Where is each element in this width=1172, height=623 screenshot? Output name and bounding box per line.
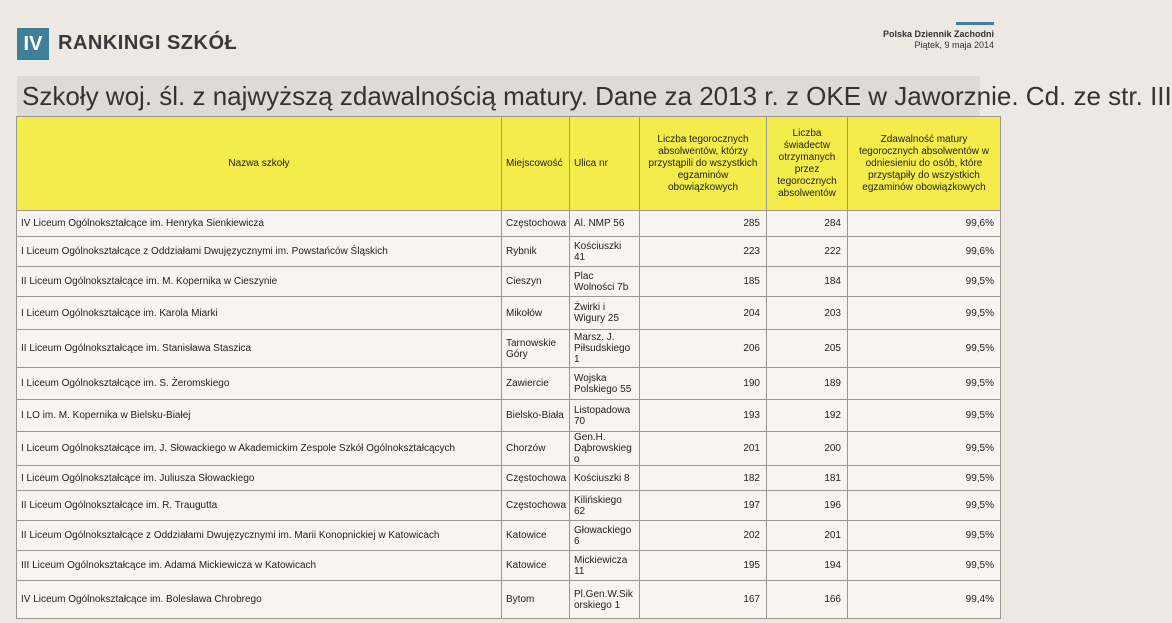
certificates-count-cell: 205 [767, 330, 848, 368]
publication-accent-bar [956, 22, 994, 25]
street-cell: Kościuszki 8 [570, 466, 640, 491]
certificates-count-cell: 166 [767, 581, 848, 619]
certificates-count-cell: 181 [767, 466, 848, 491]
certificates-count-cell: 194 [767, 551, 848, 581]
graduates-count-cell: 202 [640, 521, 767, 551]
city-cell: Mikołów [502, 297, 570, 330]
graduates-count-cell: 193 [640, 400, 767, 432]
city-cell: Tarnowskie Góry [502, 330, 570, 368]
city-cell: Katowice [502, 521, 570, 551]
column-header-pass-rate: Zdawalność matury tegorocznych absolwentów w odniesieniu do osób, które przystąpiły do wszystkich egzaminów obowiązkowych [848, 117, 1001, 211]
school-name-cell: I Liceum Ogólnokształcące im. Karola Miarki [17, 297, 502, 330]
page-header [0, 0, 1024, 75]
graduates-count-cell: 190 [640, 368, 767, 400]
street-cell: Pl.Gen.W.Sik orskiego 1 [570, 581, 640, 619]
street-cell: Głowackiego 6 [570, 521, 640, 551]
table-row [17, 237, 1001, 267]
graduates-count-cell: 204 [640, 297, 767, 330]
school-name-cell: I LO im. M. Kopernika w Bielsku-Białej [17, 400, 502, 432]
table-row [17, 297, 1001, 330]
table-row [17, 521, 1001, 551]
table-row [17, 368, 1001, 400]
pass-rate-cell: 99,5% [848, 432, 1001, 466]
graduates-count-cell: 182 [640, 466, 767, 491]
school-name-cell: IV Liceum Ogólnokształcące im. Bolesława Chrobrego [17, 581, 502, 619]
graduates-count-cell: 285 [640, 211, 767, 237]
column-header-city: Miejscowość [502, 117, 570, 211]
certificates-count-cell: 189 [767, 368, 848, 400]
school-name-cell: III Liceum Ogólnokształcące im. Adama Mickiewicza w Katowicach [17, 551, 502, 581]
street-cell: Al. NMP 56 [570, 211, 640, 237]
certificates-count-cell: 222 [767, 237, 848, 267]
pass-rate-cell: 99,5% [848, 466, 1001, 491]
certificates-count-cell: 200 [767, 432, 848, 466]
street-cell: Mickiewicza 11 [570, 551, 640, 581]
pass-rate-cell: 99,5% [848, 491, 1001, 521]
pass-rate-cell: 99,5% [848, 297, 1001, 330]
graduates-count-cell: 201 [640, 432, 767, 466]
pass-rate-cell: 99,5% [848, 400, 1001, 432]
publication-name: Polska Dziennik Zachodni [882, 29, 994, 39]
table-header-row [17, 117, 1001, 211]
city-cell: Częstochowa [502, 211, 570, 237]
city-cell: Rybnik [502, 237, 570, 267]
city-cell: Cieszyn [502, 267, 570, 297]
street-cell: Plac Wolności 7b [570, 267, 640, 297]
city-cell: Bytom [502, 581, 570, 619]
city-cell: Zawiercie [502, 368, 570, 400]
graduates-count-cell: 195 [640, 551, 767, 581]
table-row [17, 432, 1001, 466]
pass-rate-cell: 99,5% [848, 267, 1001, 297]
certificates-count-cell: 201 [767, 521, 848, 551]
pass-rate-cell: 99,6% [848, 211, 1001, 237]
graduates-count-cell: 197 [640, 491, 767, 521]
certificates-count-cell: 203 [767, 297, 848, 330]
school-name-cell: I Liceum Ogólnokształcące im. J. Słowackiego w Akademickim Zespole Szkół Ogólnokształcących [17, 432, 502, 466]
table-row [17, 330, 1001, 368]
table-row [17, 491, 1001, 521]
table-row [17, 400, 1001, 432]
graduates-count-cell: 185 [640, 267, 767, 297]
street-cell: Kilińskiego 62 [570, 491, 640, 521]
school-name-cell: II Liceum Ogólnokształcące im. R. Traugutta [17, 491, 502, 521]
school-name-cell: I Liceum Ogólnokształcące im. S. Żeromskiego [17, 368, 502, 400]
column-header-certificates-count: Liczba świadectw otrzymanych przez tegorocznych absolwentów [767, 117, 848, 211]
school-ranking-table [16, 116, 1001, 619]
certificates-count-cell: 284 [767, 211, 848, 237]
article-headline: Szkoły woj. śl. z najwyższą zdawalnością matury. Dane za 2013 r. z OKE w Jaworznie. Cd. ze str. III [17, 76, 980, 116]
school-name-cell: I Liceum Ogólnokształcące im. Juliusza Słowackiego [17, 466, 502, 491]
pass-rate-cell: 99,5% [848, 368, 1001, 400]
certificates-count-cell: 192 [767, 400, 848, 432]
section-number-badge: IV [17, 28, 49, 60]
school-name-cell: II Liceum Ogólnokształcące z Oddziałami Dwujęzycznymi im. Marii Konopnickiej w Katowicach [17, 521, 502, 551]
street-cell: Wojska Polskiego 55 [570, 368, 640, 400]
certificates-count-cell: 196 [767, 491, 848, 521]
pass-rate-cell: 99,6% [848, 237, 1001, 267]
graduates-count-cell: 206 [640, 330, 767, 368]
pass-rate-cell: 99,5% [848, 521, 1001, 551]
school-name-cell: II Liceum Ogólnokształcące im. M. Kopernika w Cieszynie [17, 267, 502, 297]
street-cell: Kościuszki 41 [570, 237, 640, 267]
street-cell: Marsz. J. Piłsudskiego 1 [570, 330, 640, 368]
table-row [17, 211, 1001, 237]
certificates-count-cell: 184 [767, 267, 848, 297]
city-cell: Częstochowa [502, 491, 570, 521]
city-cell: Chorzów [502, 432, 570, 466]
city-cell: Bielsko-Biała [502, 400, 570, 432]
publication-date: Piątek, 9 maja 2014 [914, 40, 994, 50]
table-row [17, 581, 1001, 619]
street-cell: Listopadowa 70 [570, 400, 640, 432]
graduates-count-cell: 223 [640, 237, 767, 267]
street-cell: Gen.H. Dąbrowskieg o [570, 432, 640, 466]
table-row [17, 466, 1001, 491]
column-header-street: Ulica nr [570, 117, 640, 211]
school-name-cell: II Liceum Ogólnokształcące im. Stanisława Staszica [17, 330, 502, 368]
pass-rate-cell: 99,4% [848, 581, 1001, 619]
table-row [17, 267, 1001, 297]
school-name-cell: I Liceum Ogólnokształcące z Oddziałami Dwujęzycznymi im. Powstańców Śląskich [17, 237, 502, 267]
column-header-school-name: Nazwa szkoły [17, 117, 502, 211]
graduates-count-cell: 167 [640, 581, 767, 619]
city-cell: Katowice [502, 551, 570, 581]
pass-rate-cell: 99,5% [848, 551, 1001, 581]
column-header-graduates-count: Liczba tegorocznych absolwentów, którzy przystąpili do wszystkich egzaminów obowiązkowych [640, 117, 767, 211]
pass-rate-cell: 99,5% [848, 330, 1001, 368]
street-cell: Żwirki i Wigury 25 [570, 297, 640, 330]
city-cell: Częstochowa [502, 466, 570, 491]
section-title: RANKINGI SZKÓŁ [58, 32, 238, 54]
table-row [17, 551, 1001, 581]
publication-info [883, 29, 994, 51]
school-name-cell: IV Liceum Ogólnokształcące im. Henryka Sienkiewicza [17, 211, 502, 237]
